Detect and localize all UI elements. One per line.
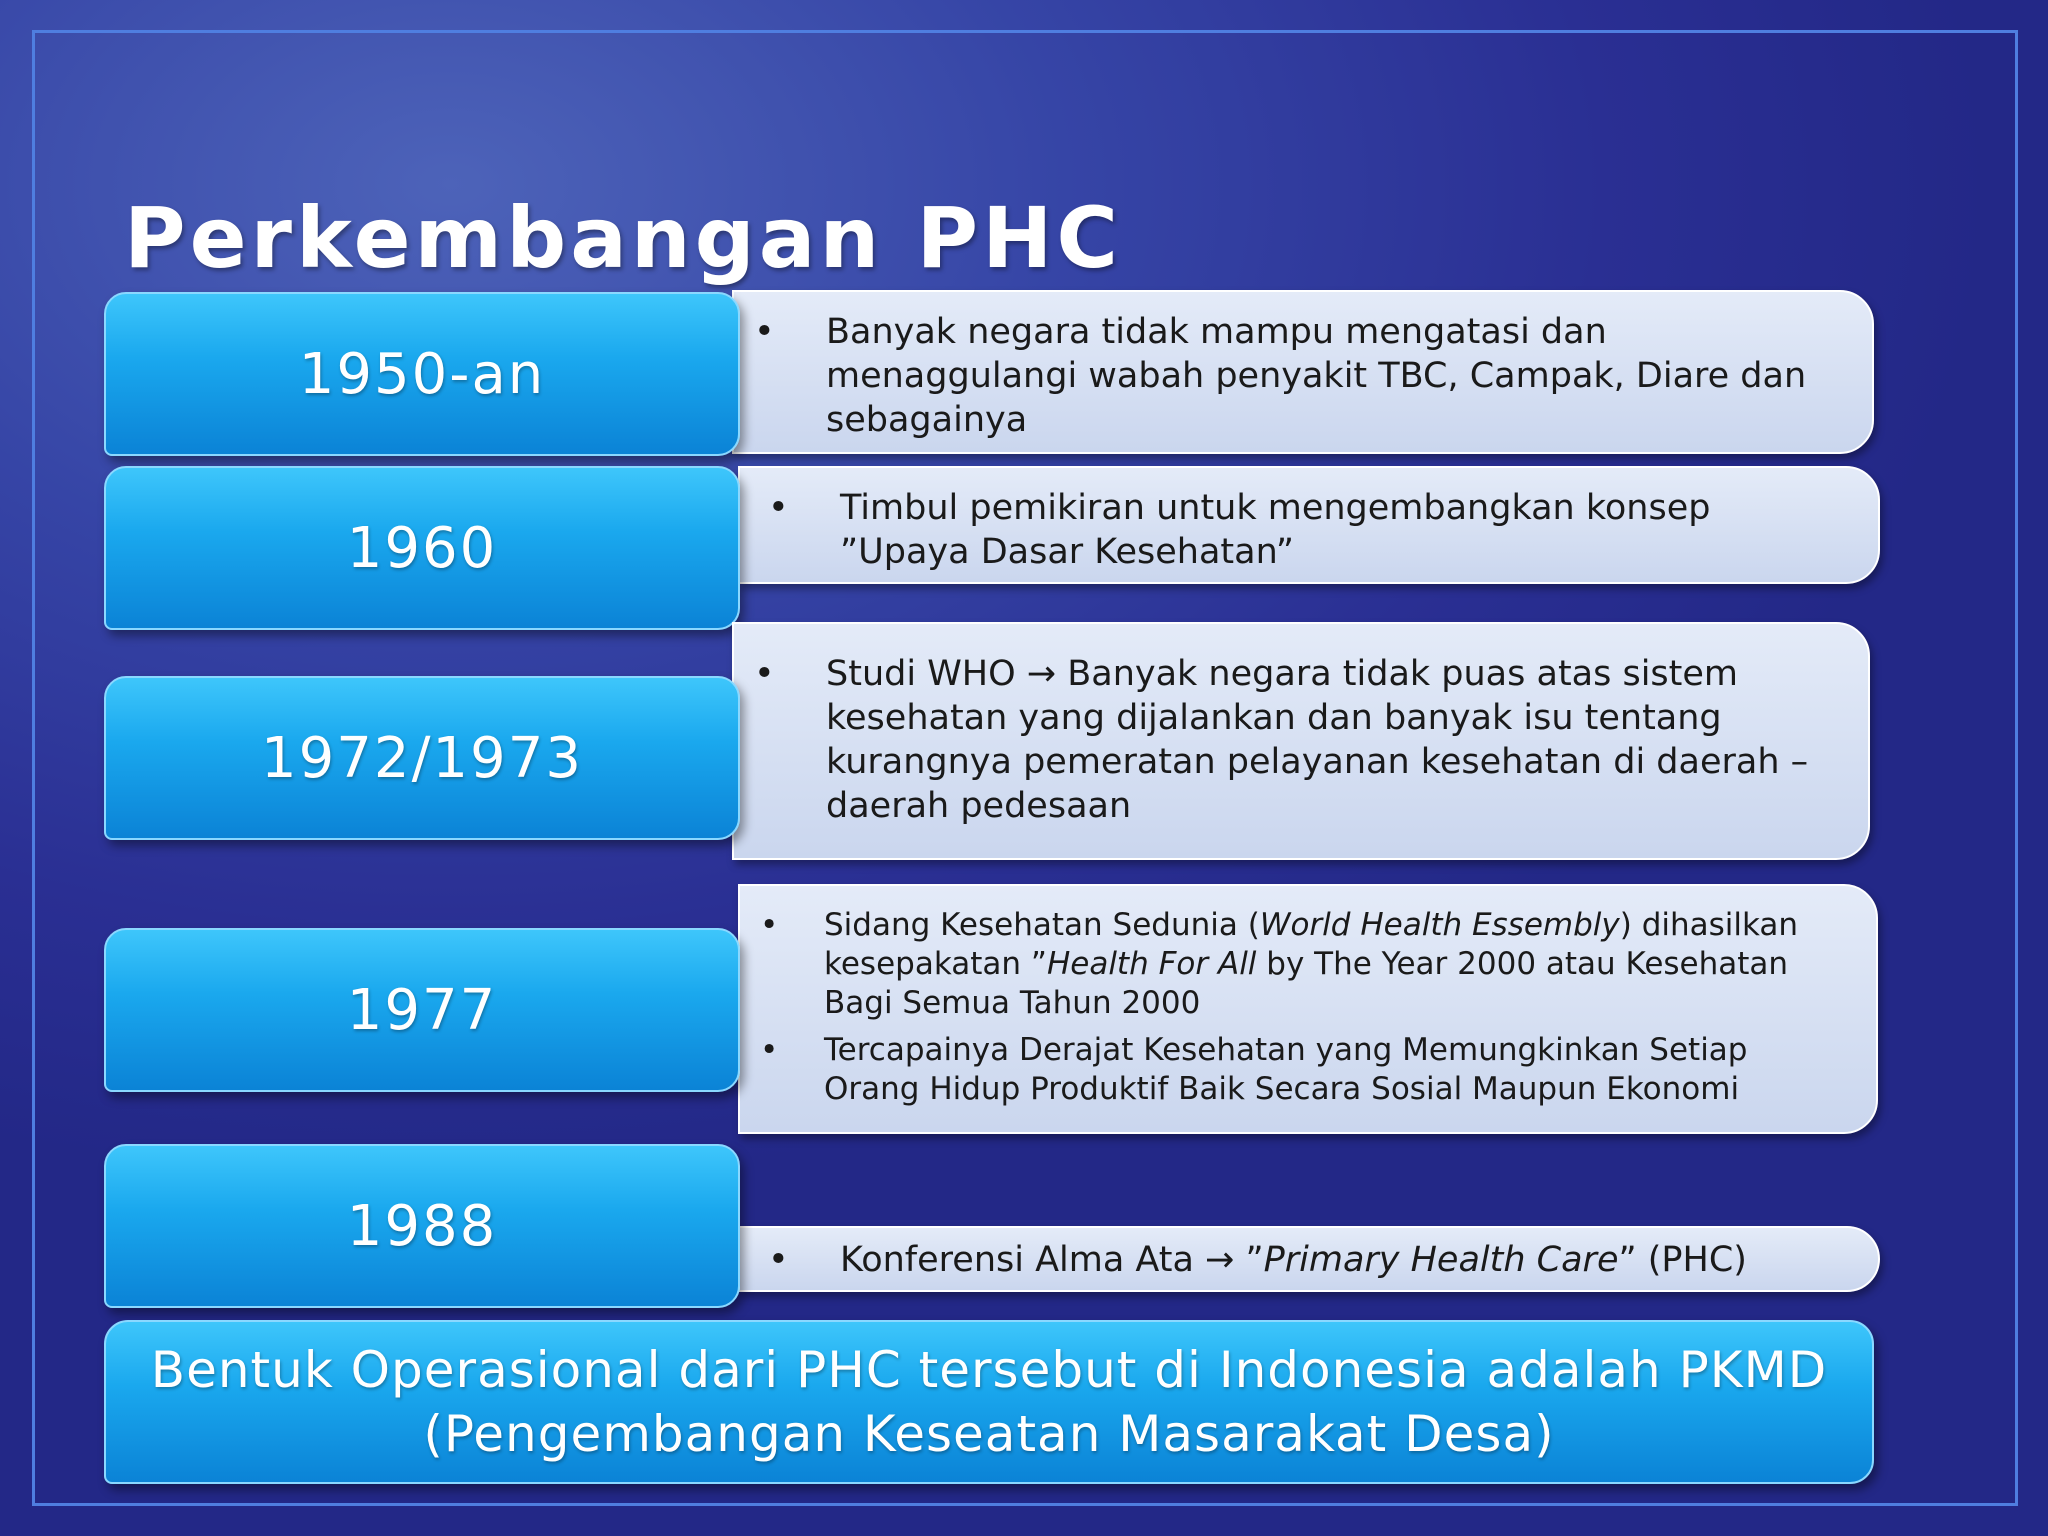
desc-item	[754, 652, 1828, 828]
year-label: 1972/1973	[261, 725, 583, 791]
desc-list	[754, 310, 1832, 442]
desc-list	[768, 486, 1838, 574]
desc-item	[760, 906, 1836, 1023]
bullet-icon: •	[768, 1240, 789, 1280]
year-label: 1960	[346, 515, 498, 581]
desc-item-text: Tercapainya Derajat Kesehatan yang Memungkinkan Setiap Orang Hidup Produktif Baik Secara Sosial Maupun Ekonomi	[824, 1032, 1748, 1107]
timeline-year-1960	[104, 466, 740, 630]
timeline-year-1988	[104, 1144, 740, 1308]
desc-item-text: Studi WHO → Banyak negara tidak puas atas sistem kesehatan yang dijalankan dan banyak isu tentang kurangnya pemeratan pelayanan kesehatan di daerah – daerah pedesaan	[826, 654, 1809, 826]
desc-item-text: Konferensi Alma Ata → ”Primary Health Care” (PHC)	[840, 1240, 1747, 1280]
timeline-year-1950s	[104, 292, 740, 456]
year-label: 1950-an	[298, 341, 546, 407]
bullet-icon: •	[760, 1032, 779, 1068]
timeline-desc-1960	[738, 466, 1880, 584]
desc-item-text: Banyak negara tidak mampu mengatasi dan menaggulangi wabah penyakit TBC, Campak, Diare dan sebagainya	[826, 312, 1807, 440]
bullet-icon: •	[760, 907, 779, 943]
conclusion-banner	[104, 1320, 1874, 1484]
timeline-desc-1972-1973	[732, 622, 1870, 860]
desc-item-text: Timbul pemikiran untuk mengembangkan konsep ”Upaya Dasar Kesehatan”	[840, 488, 1711, 572]
desc-list	[754, 652, 1828, 828]
desc-list	[768, 1238, 1838, 1282]
desc-list	[760, 906, 1836, 1109]
desc-item-text: Sidang Kesehatan Sedunia (World Health Essembly) dihasilkan kesepakatan ”Health For All by The Year 2000 atau Kesehatan Bagi Semua Tahun 2000	[824, 907, 1799, 1021]
desc-item	[754, 310, 1832, 442]
desc-item	[760, 1031, 1836, 1109]
bullet-icon: •	[754, 654, 775, 694]
desc-item	[768, 486, 1838, 574]
banner-line-2: (Pengembangan Keseatan Masarakat Desa)	[423, 1405, 1555, 1463]
timeline-year-1972-1973	[104, 676, 740, 840]
year-label: 1977	[346, 977, 498, 1043]
year-label: 1988	[346, 1193, 498, 1259]
timeline-year-1977	[104, 928, 740, 1092]
bullet-icon: •	[754, 312, 775, 352]
banner-line-1: Bentuk Operasional dari PHC tersebut di Indonesia adalah PKMD	[150, 1341, 1828, 1399]
desc-item	[768, 1238, 1838, 1282]
slide-title: Perkembangan PHC	[124, 189, 1123, 287]
timeline-desc-1988	[738, 1226, 1880, 1292]
bullet-icon: •	[768, 488, 789, 528]
timeline-desc-1950s	[732, 290, 1874, 454]
timeline-desc-1977	[738, 884, 1878, 1134]
